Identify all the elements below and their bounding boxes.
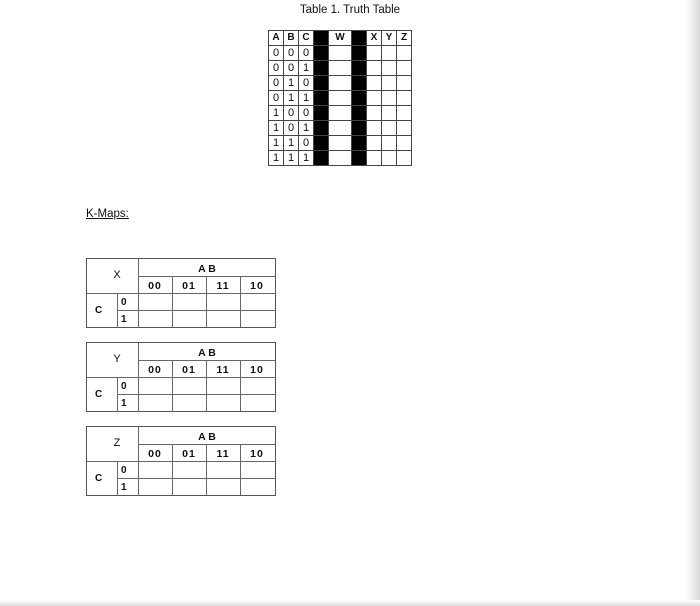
kmap-0 xyxy=(86,258,276,328)
cell-z xyxy=(397,121,412,136)
cell-c: 1 xyxy=(299,151,314,166)
grid-line xyxy=(87,461,275,462)
kmap-row-var: C xyxy=(95,305,103,316)
truth-table-row xyxy=(269,91,412,106)
cell-a: 0 xyxy=(269,76,284,91)
kmap-1 xyxy=(86,342,276,412)
cell-z xyxy=(397,91,412,106)
cell-x xyxy=(367,61,382,76)
grid-line xyxy=(117,377,118,411)
grid-line xyxy=(117,394,275,395)
page-bottom-shadow xyxy=(0,600,700,606)
grid-line xyxy=(138,427,139,495)
kmap-name: Y xyxy=(113,353,121,365)
spacer-black xyxy=(314,61,329,76)
kmap-col-header: 00 xyxy=(148,448,162,460)
spacer-black xyxy=(352,46,367,61)
grid-line xyxy=(117,293,118,327)
cell-c: 1 xyxy=(299,121,314,136)
cell-z xyxy=(397,106,412,121)
header-x: X xyxy=(367,31,382,46)
truth-table-row xyxy=(269,46,412,61)
kmap-row-var: C xyxy=(95,389,103,400)
kmap-col-header: 01 xyxy=(182,280,196,292)
cell-z xyxy=(397,151,412,166)
cell-x xyxy=(367,46,382,61)
cell-a: 1 xyxy=(269,121,284,136)
kmap-col-header: 10 xyxy=(250,364,264,376)
kmap-name: X xyxy=(113,269,121,281)
cell-x xyxy=(367,136,382,151)
kmap-col-header: 11 xyxy=(216,448,230,460)
cell-b: 0 xyxy=(284,106,299,121)
kmap-row-header: 0 xyxy=(121,465,127,476)
kmap-col-var: A B xyxy=(198,431,216,443)
kmap-row-header: 1 xyxy=(121,398,127,409)
cell-a: 1 xyxy=(269,136,284,151)
cell-w xyxy=(329,121,352,136)
kmap-col-header: 01 xyxy=(182,448,196,460)
spacer-black xyxy=(314,31,329,46)
cell-b: 1 xyxy=(284,76,299,91)
page-edge-shadow xyxy=(686,0,700,606)
cell-b: 0 xyxy=(284,46,299,61)
kmap-row-header: 1 xyxy=(121,314,127,325)
cell-y xyxy=(382,106,397,121)
cell-w xyxy=(329,76,352,91)
cell-w xyxy=(329,136,352,151)
cell-w xyxy=(329,46,352,61)
grid-line xyxy=(87,293,275,294)
cell-w xyxy=(329,91,352,106)
spacer-black xyxy=(314,121,329,136)
cell-x xyxy=(367,91,382,106)
spacer-black xyxy=(352,91,367,106)
cell-b: 1 xyxy=(284,151,299,166)
header-w: W xyxy=(329,31,352,46)
spacer-black xyxy=(352,136,367,151)
kmap-col-header: 01 xyxy=(182,364,196,376)
header-c: C xyxy=(299,31,314,46)
cell-c: 0 xyxy=(299,76,314,91)
cell-x xyxy=(367,121,382,136)
spacer-black xyxy=(352,151,367,166)
spacer-black xyxy=(314,136,329,151)
cell-c: 0 xyxy=(299,46,314,61)
header-a: A xyxy=(269,31,284,46)
truth-table-row xyxy=(269,61,412,76)
kmap-col-header: 10 xyxy=(250,280,264,292)
cell-c: 0 xyxy=(299,136,314,151)
spacer-black xyxy=(314,106,329,121)
spacer-black xyxy=(314,91,329,106)
spacer-black xyxy=(314,76,329,91)
cell-y xyxy=(382,151,397,166)
cell-y xyxy=(382,136,397,151)
header-y: Y xyxy=(382,31,397,46)
kmap-col-var: A B xyxy=(198,263,216,275)
truth-table-caption: Table 1. Truth Table xyxy=(299,4,401,16)
cell-a: 1 xyxy=(269,106,284,121)
cell-w xyxy=(329,106,352,121)
kmap-col-header: 00 xyxy=(148,280,162,292)
kmap-2 xyxy=(86,426,276,496)
cell-z xyxy=(397,46,412,61)
cell-a: 1 xyxy=(269,151,284,166)
spacer-black xyxy=(352,61,367,76)
truth-table xyxy=(268,30,412,166)
truth-table-row xyxy=(269,151,412,166)
kmap-col-var: A B xyxy=(198,347,216,359)
cell-y xyxy=(382,121,397,136)
kmap-row-header: 0 xyxy=(121,381,127,392)
cell-b: 1 xyxy=(284,136,299,151)
cell-y xyxy=(382,76,397,91)
kmap-col-header: 11 xyxy=(216,280,230,292)
truth-table-header-row xyxy=(269,31,412,46)
grid-line xyxy=(117,478,275,479)
truth-table-row xyxy=(269,136,412,151)
cell-c: 1 xyxy=(299,61,314,76)
spacer-black xyxy=(352,76,367,91)
grid-line xyxy=(117,461,118,495)
cell-y xyxy=(382,46,397,61)
grid-line xyxy=(138,343,139,411)
cell-w xyxy=(329,61,352,76)
kmap-row-header: 0 xyxy=(121,297,127,308)
cell-z xyxy=(397,136,412,151)
grid-line xyxy=(87,377,275,378)
kmap-col-header: 10 xyxy=(250,448,264,460)
cell-a: 0 xyxy=(269,61,284,76)
kmaps-heading: K-Maps: xyxy=(86,208,129,220)
spacer-black xyxy=(314,151,329,166)
cell-b: 0 xyxy=(284,121,299,136)
cell-c: 1 xyxy=(299,91,314,106)
spacer-black xyxy=(352,121,367,136)
cell-z xyxy=(397,61,412,76)
cell-w xyxy=(329,151,352,166)
cell-c: 0 xyxy=(299,106,314,121)
truth-table-row xyxy=(269,106,412,121)
cell-x xyxy=(367,151,382,166)
truth-table-row xyxy=(269,76,412,91)
grid-line xyxy=(117,310,275,311)
cell-x xyxy=(367,76,382,91)
cell-a: 0 xyxy=(269,46,284,61)
cell-b: 0 xyxy=(284,61,299,76)
kmap-row-header: 1 xyxy=(121,482,127,493)
cell-y xyxy=(382,91,397,106)
cell-a: 0 xyxy=(269,91,284,106)
grid-line xyxy=(138,259,139,327)
kmap-name: Z xyxy=(113,437,121,449)
header-z: Z xyxy=(397,31,412,46)
truth-table-row xyxy=(269,121,412,136)
cell-x xyxy=(367,106,382,121)
kmap-row-var: C xyxy=(95,473,103,484)
kmap-col-header: 00 xyxy=(148,364,162,376)
header-b: B xyxy=(284,31,299,46)
kmap-col-header: 11 xyxy=(216,364,230,376)
spacer-black xyxy=(352,106,367,121)
spacer-black xyxy=(314,46,329,61)
cell-z xyxy=(397,76,412,91)
cell-y xyxy=(382,61,397,76)
cell-b: 1 xyxy=(284,91,299,106)
spacer-black xyxy=(352,31,367,46)
